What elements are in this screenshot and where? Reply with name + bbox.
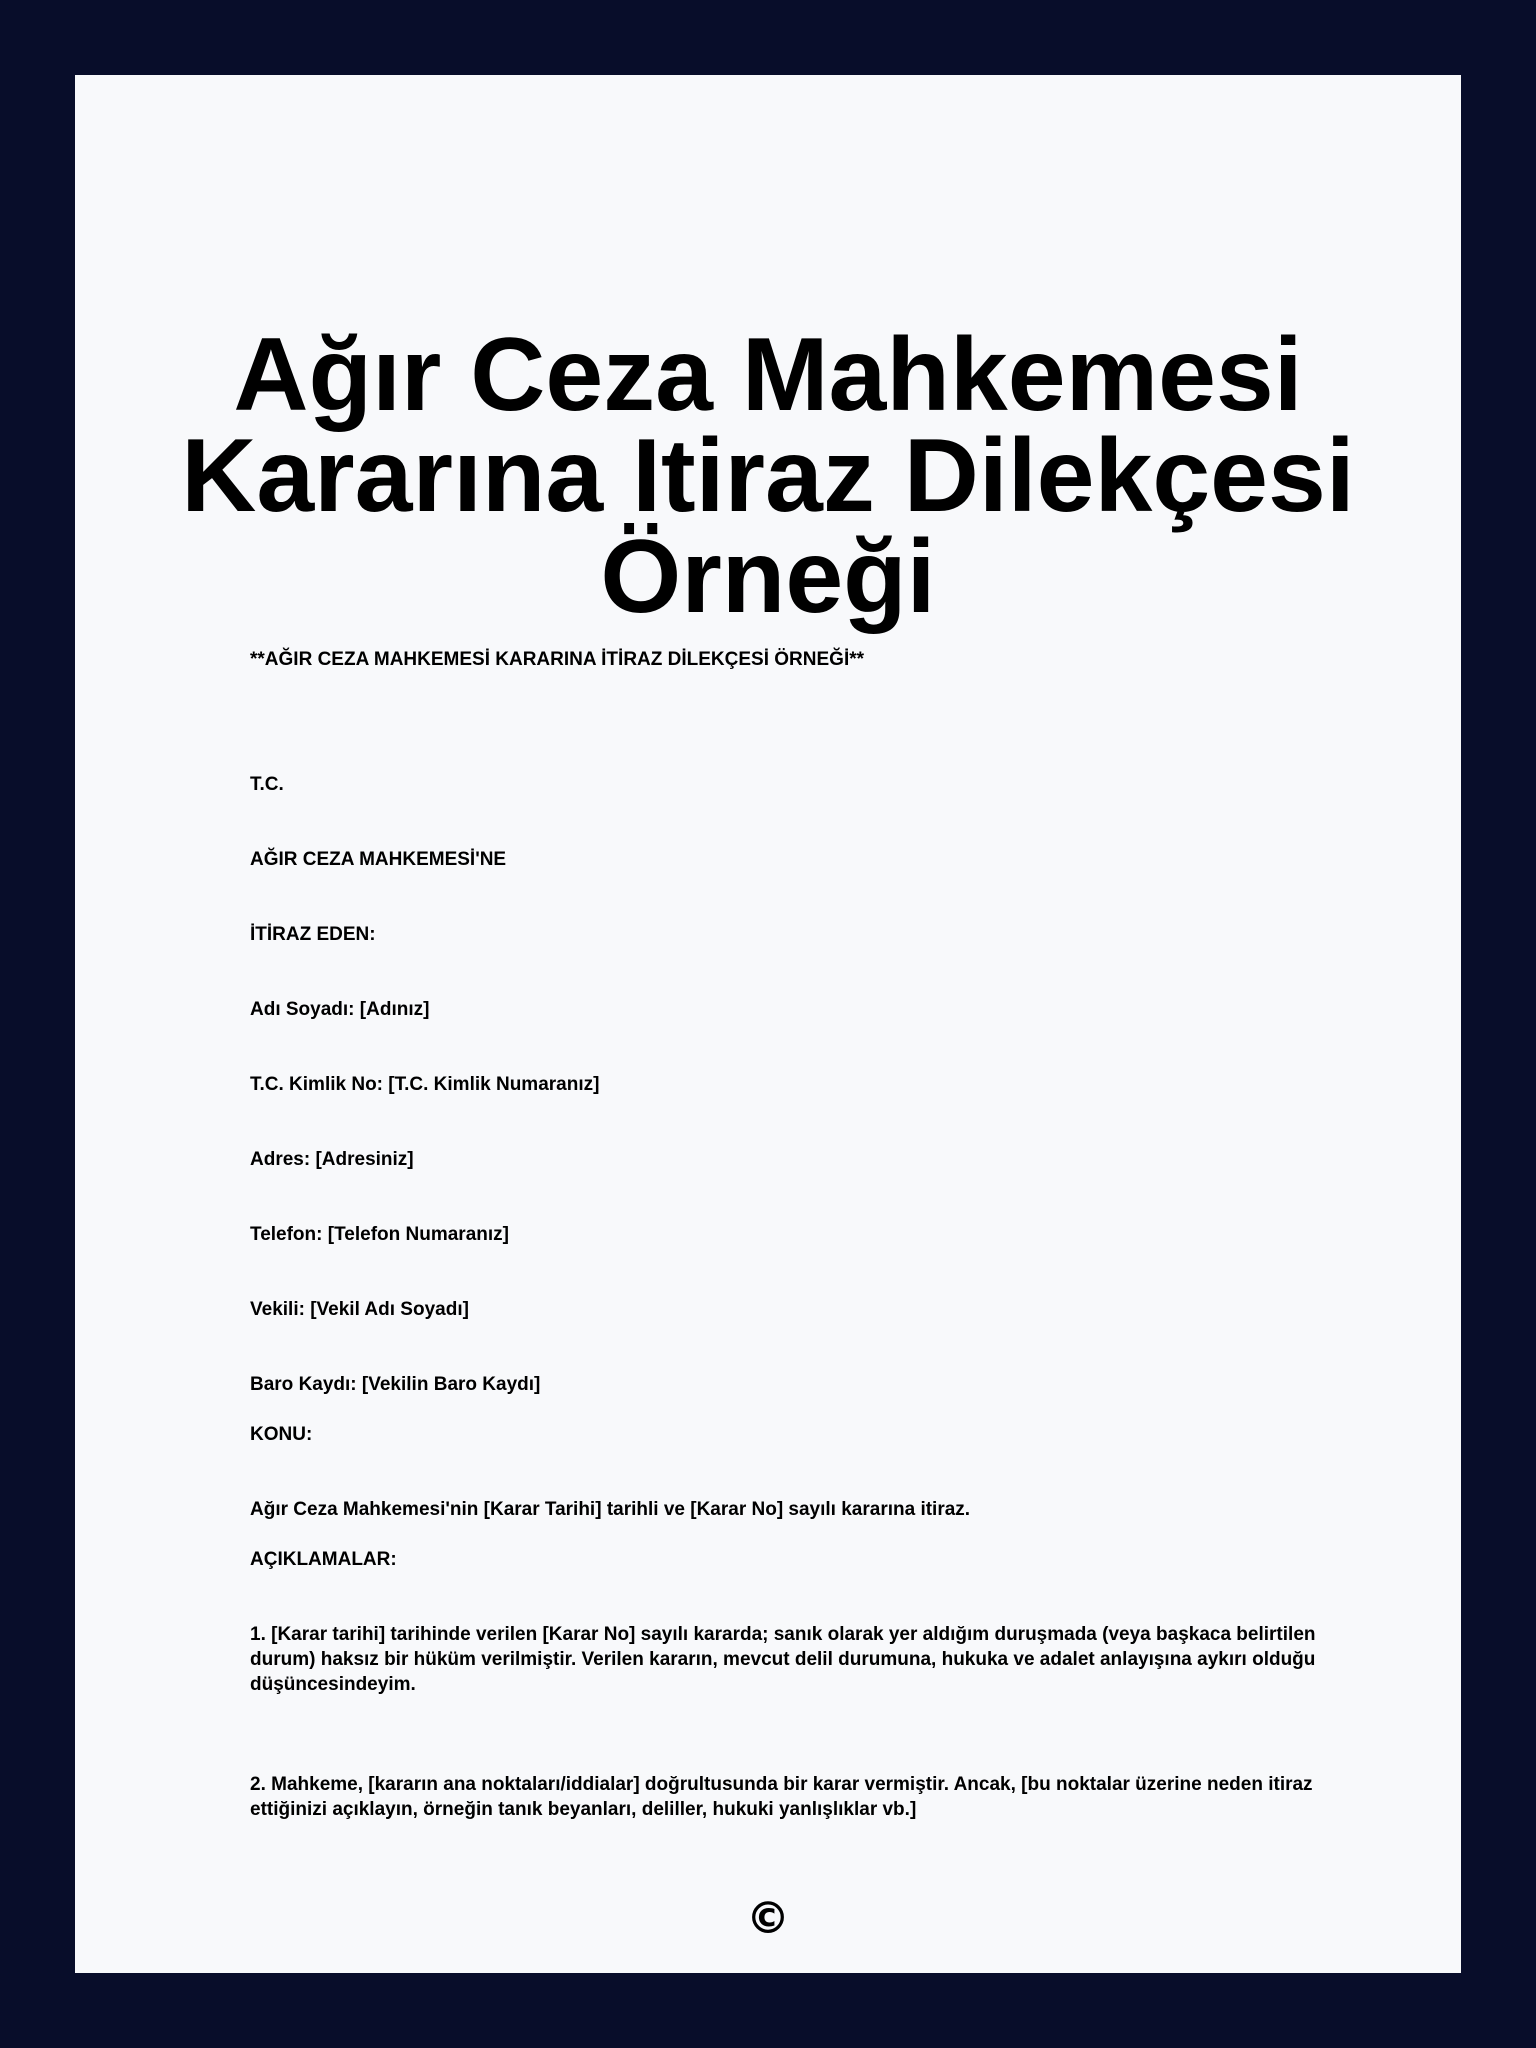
bar-registration-line: Baro Kaydı: [Vekilin Baro Kaydı] [250,1374,541,1395]
objector-label: İTİRAZ EDEN: [250,924,376,945]
explanations-label: AÇIKLAMALAR: [250,1549,397,1570]
addressee-line-1: T.C. [250,774,284,795]
subject-label: KONU: [250,1424,313,1445]
page-title: Ağır Ceza Mahkemesi Kararına Itiraz Dilekçesi Örneği [181,317,1355,635]
address-line: Adres: [Adresiniz] [250,1149,414,1170]
name-line: Adı Soyadı: [Adınız] [250,999,430,1020]
explanation-paragraph-1: 1. [Karar tarihi] tarihinde verilen [Karar No] sayılı kararda; sanık olarak yer aldığım duruşmada (veya başkaca belirtilen durum) haksız bir hüküm verilmiştir. Verilen kararın, mevcut delil durumuna, hukuka ve adalet anlayışına aykırı olduğu düşüncesindeyim. [250,1624,1316,1695]
explanation-paragraph-2: 2. Mahkeme, [kararın ana noktaları/iddialar] doğrultusunda bir karar vermiştir. Ancak, [bu noktalar üzerine neden itiraz ettiğinizi açıklayın, örneğin tanık beyanları, deliller, hukuki yanlışlıklar vb.] [250,1774,1313,1820]
addressee-line-2: AĞIR CEZA MAHKEMESİ'NE [250,849,507,870]
petition-heading: **AĞIR CEZA MAHKEMESİ KARARINA İTİRAZ DİLEKÇESİ ÖRNEĞİ** [250,649,865,670]
id-number-line: T.C. Kimlik No: [T.C. Kimlik Numaranız] [250,1074,600,1095]
phone-line: Telefon: [Telefon Numaranız] [250,1224,509,1245]
subject-text: Ağır Ceza Mahkemesi'nin [Karar Tarihi] tarihli ve [Karar No] sayılı kararına itiraz. [250,1499,971,1520]
document-page [75,75,1461,1973]
attorney-line: Vekili: [Vekil Adı Soyadı] [250,1299,469,1320]
copyright-icon: © [746,1893,790,1944]
